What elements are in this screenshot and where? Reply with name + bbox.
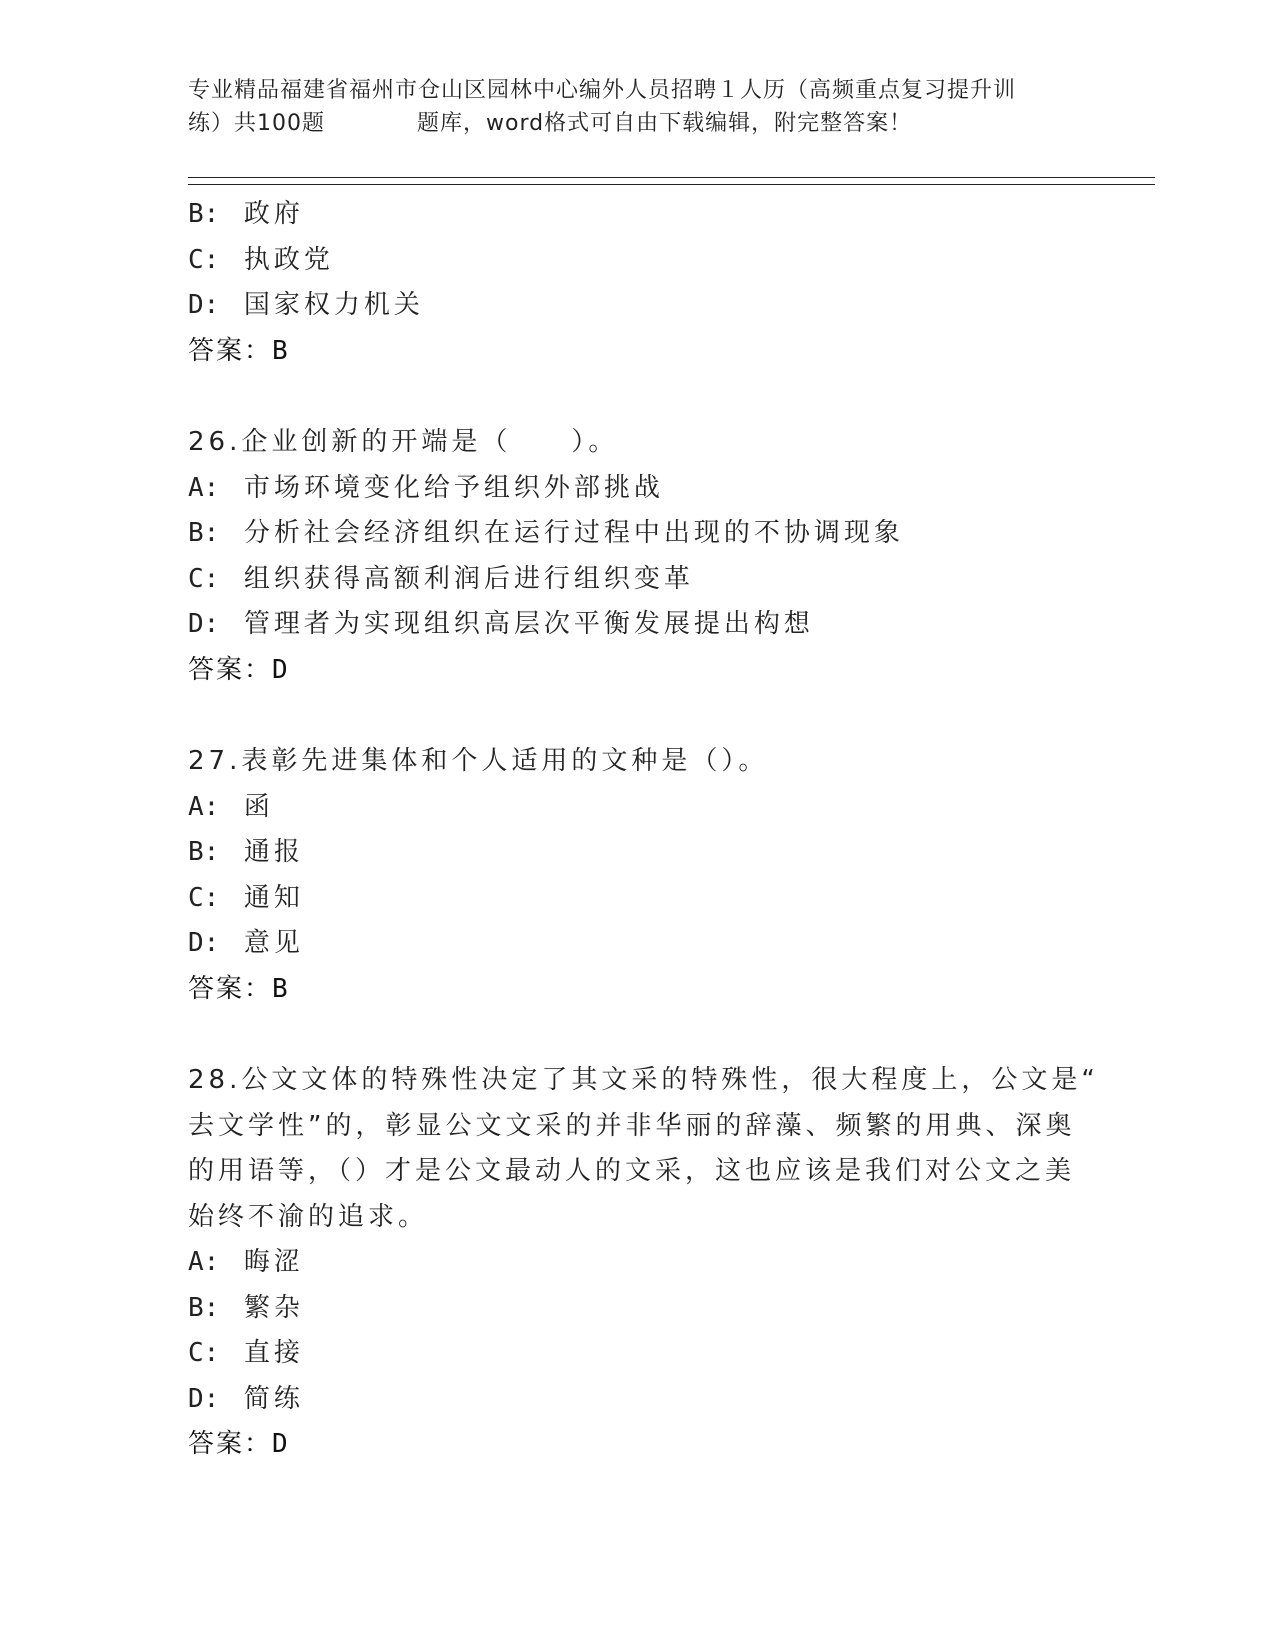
option-text: 分析社会经济组织在运行过程中出现的不协调现象 xyxy=(243,518,904,548)
header-double-rule xyxy=(188,177,1155,185)
option-d xyxy=(188,602,1088,648)
answer-label: 答案： xyxy=(188,335,273,366)
option-text: 国家权力机关 xyxy=(243,290,424,320)
question-stem xyxy=(188,1058,1099,1240)
prev-question-options xyxy=(188,192,1088,374)
option-c xyxy=(188,876,1088,922)
option-key: C: xyxy=(188,563,220,594)
option-key: B: xyxy=(188,199,220,229)
answer-label: 答案： xyxy=(188,973,273,1004)
stem-line: 26.企业创新的开端是（ ）。 xyxy=(188,427,619,457)
question-stem xyxy=(188,420,1088,466)
answer-line xyxy=(188,967,1088,1013)
option-text: 直接 xyxy=(243,1338,304,1368)
answer-value: B xyxy=(272,973,288,1004)
option-key: D: xyxy=(188,1383,220,1414)
option-a xyxy=(188,1240,1088,1286)
option-d xyxy=(188,283,1088,329)
answer-label: 答案： xyxy=(188,1429,273,1459)
option-key: C: xyxy=(188,1338,220,1368)
answer-value: D xyxy=(272,1429,288,1459)
option-text: 意见 xyxy=(243,928,304,958)
option-d xyxy=(188,1377,1088,1423)
option-key: D: xyxy=(188,928,220,958)
option-d xyxy=(188,921,1088,967)
stem-line: 去文学性”的，彰显公文文采的并非华丽的辞藻、频繁的用典、深奥 xyxy=(188,1110,1076,1141)
option-b xyxy=(188,1286,1088,1332)
option-text: 执政党 xyxy=(243,244,334,275)
option-text: 组织获得高额利润后进行组织变革 xyxy=(243,563,694,594)
option-text: 政府 xyxy=(243,199,304,229)
option-key: C: xyxy=(188,244,220,275)
option-c xyxy=(188,557,1088,603)
spacer xyxy=(188,374,1088,420)
option-a xyxy=(188,466,1088,512)
option-key: D: xyxy=(188,290,220,320)
option-text: 管理者为实现组织高层次平衡发展提出构想 xyxy=(243,609,814,639)
option-c xyxy=(188,1331,1088,1377)
question-28 xyxy=(188,1058,1099,1468)
option-key: B: xyxy=(188,1292,220,1323)
option-key: D: xyxy=(188,609,220,639)
question-stem xyxy=(188,739,1088,785)
stem-line: 的用语等，（）才是公文最动人的文采，这也应该是我们对公文之美 xyxy=(188,1156,1076,1186)
answer-line xyxy=(188,648,1088,694)
answer-line xyxy=(188,1422,1088,1468)
option-c xyxy=(188,238,1088,284)
answer-value: D xyxy=(272,654,288,685)
header-title-line-1: 专业精品福建省福州市仓山区园林中心编外人员招聘１人历（高频重点复习提升训 xyxy=(188,78,1017,103)
answer-line xyxy=(188,329,1088,375)
answer-value: B xyxy=(272,335,288,366)
option-key: A: xyxy=(188,791,220,822)
option-text: 繁杂 xyxy=(243,1292,304,1323)
option-b xyxy=(188,830,1088,876)
option-key: B: xyxy=(188,837,220,867)
spacer xyxy=(188,693,1088,739)
header-title-line-2: 练）共100题 题库，word格式可自由下载编辑，附完整答案！ xyxy=(188,111,913,136)
option-text: 简练 xyxy=(243,1383,304,1414)
option-key: B: xyxy=(188,518,220,548)
question-26 xyxy=(188,420,1088,693)
option-text: 函 xyxy=(243,791,274,822)
option-key: A: xyxy=(188,472,220,503)
answer-label: 答案： xyxy=(188,654,273,685)
option-text: 晦涩 xyxy=(243,1247,304,1277)
stem-line: 始终不渝的追求。 xyxy=(188,1201,429,1232)
question-list xyxy=(188,192,1099,1468)
stem-line: 28.公文文体的特殊性决定了其文采的特殊性，很大程度上，公文是“ xyxy=(188,1065,1099,1095)
spacer xyxy=(188,1012,1088,1058)
option-text: 通知 xyxy=(243,882,304,913)
option-b xyxy=(188,511,1088,557)
option-text: 市场环境变化给予组织外部挑战 xyxy=(243,472,664,503)
question-27 xyxy=(188,739,1088,1012)
document-header xyxy=(188,74,1088,140)
option-text: 通报 xyxy=(243,837,304,867)
option-key: A: xyxy=(188,1247,220,1277)
option-a xyxy=(188,785,1088,831)
option-key: C: xyxy=(188,882,220,913)
stem-line: 27.表彰先进集体和个人适用的文种是（）。 xyxy=(188,746,769,776)
option-b xyxy=(188,192,1088,238)
